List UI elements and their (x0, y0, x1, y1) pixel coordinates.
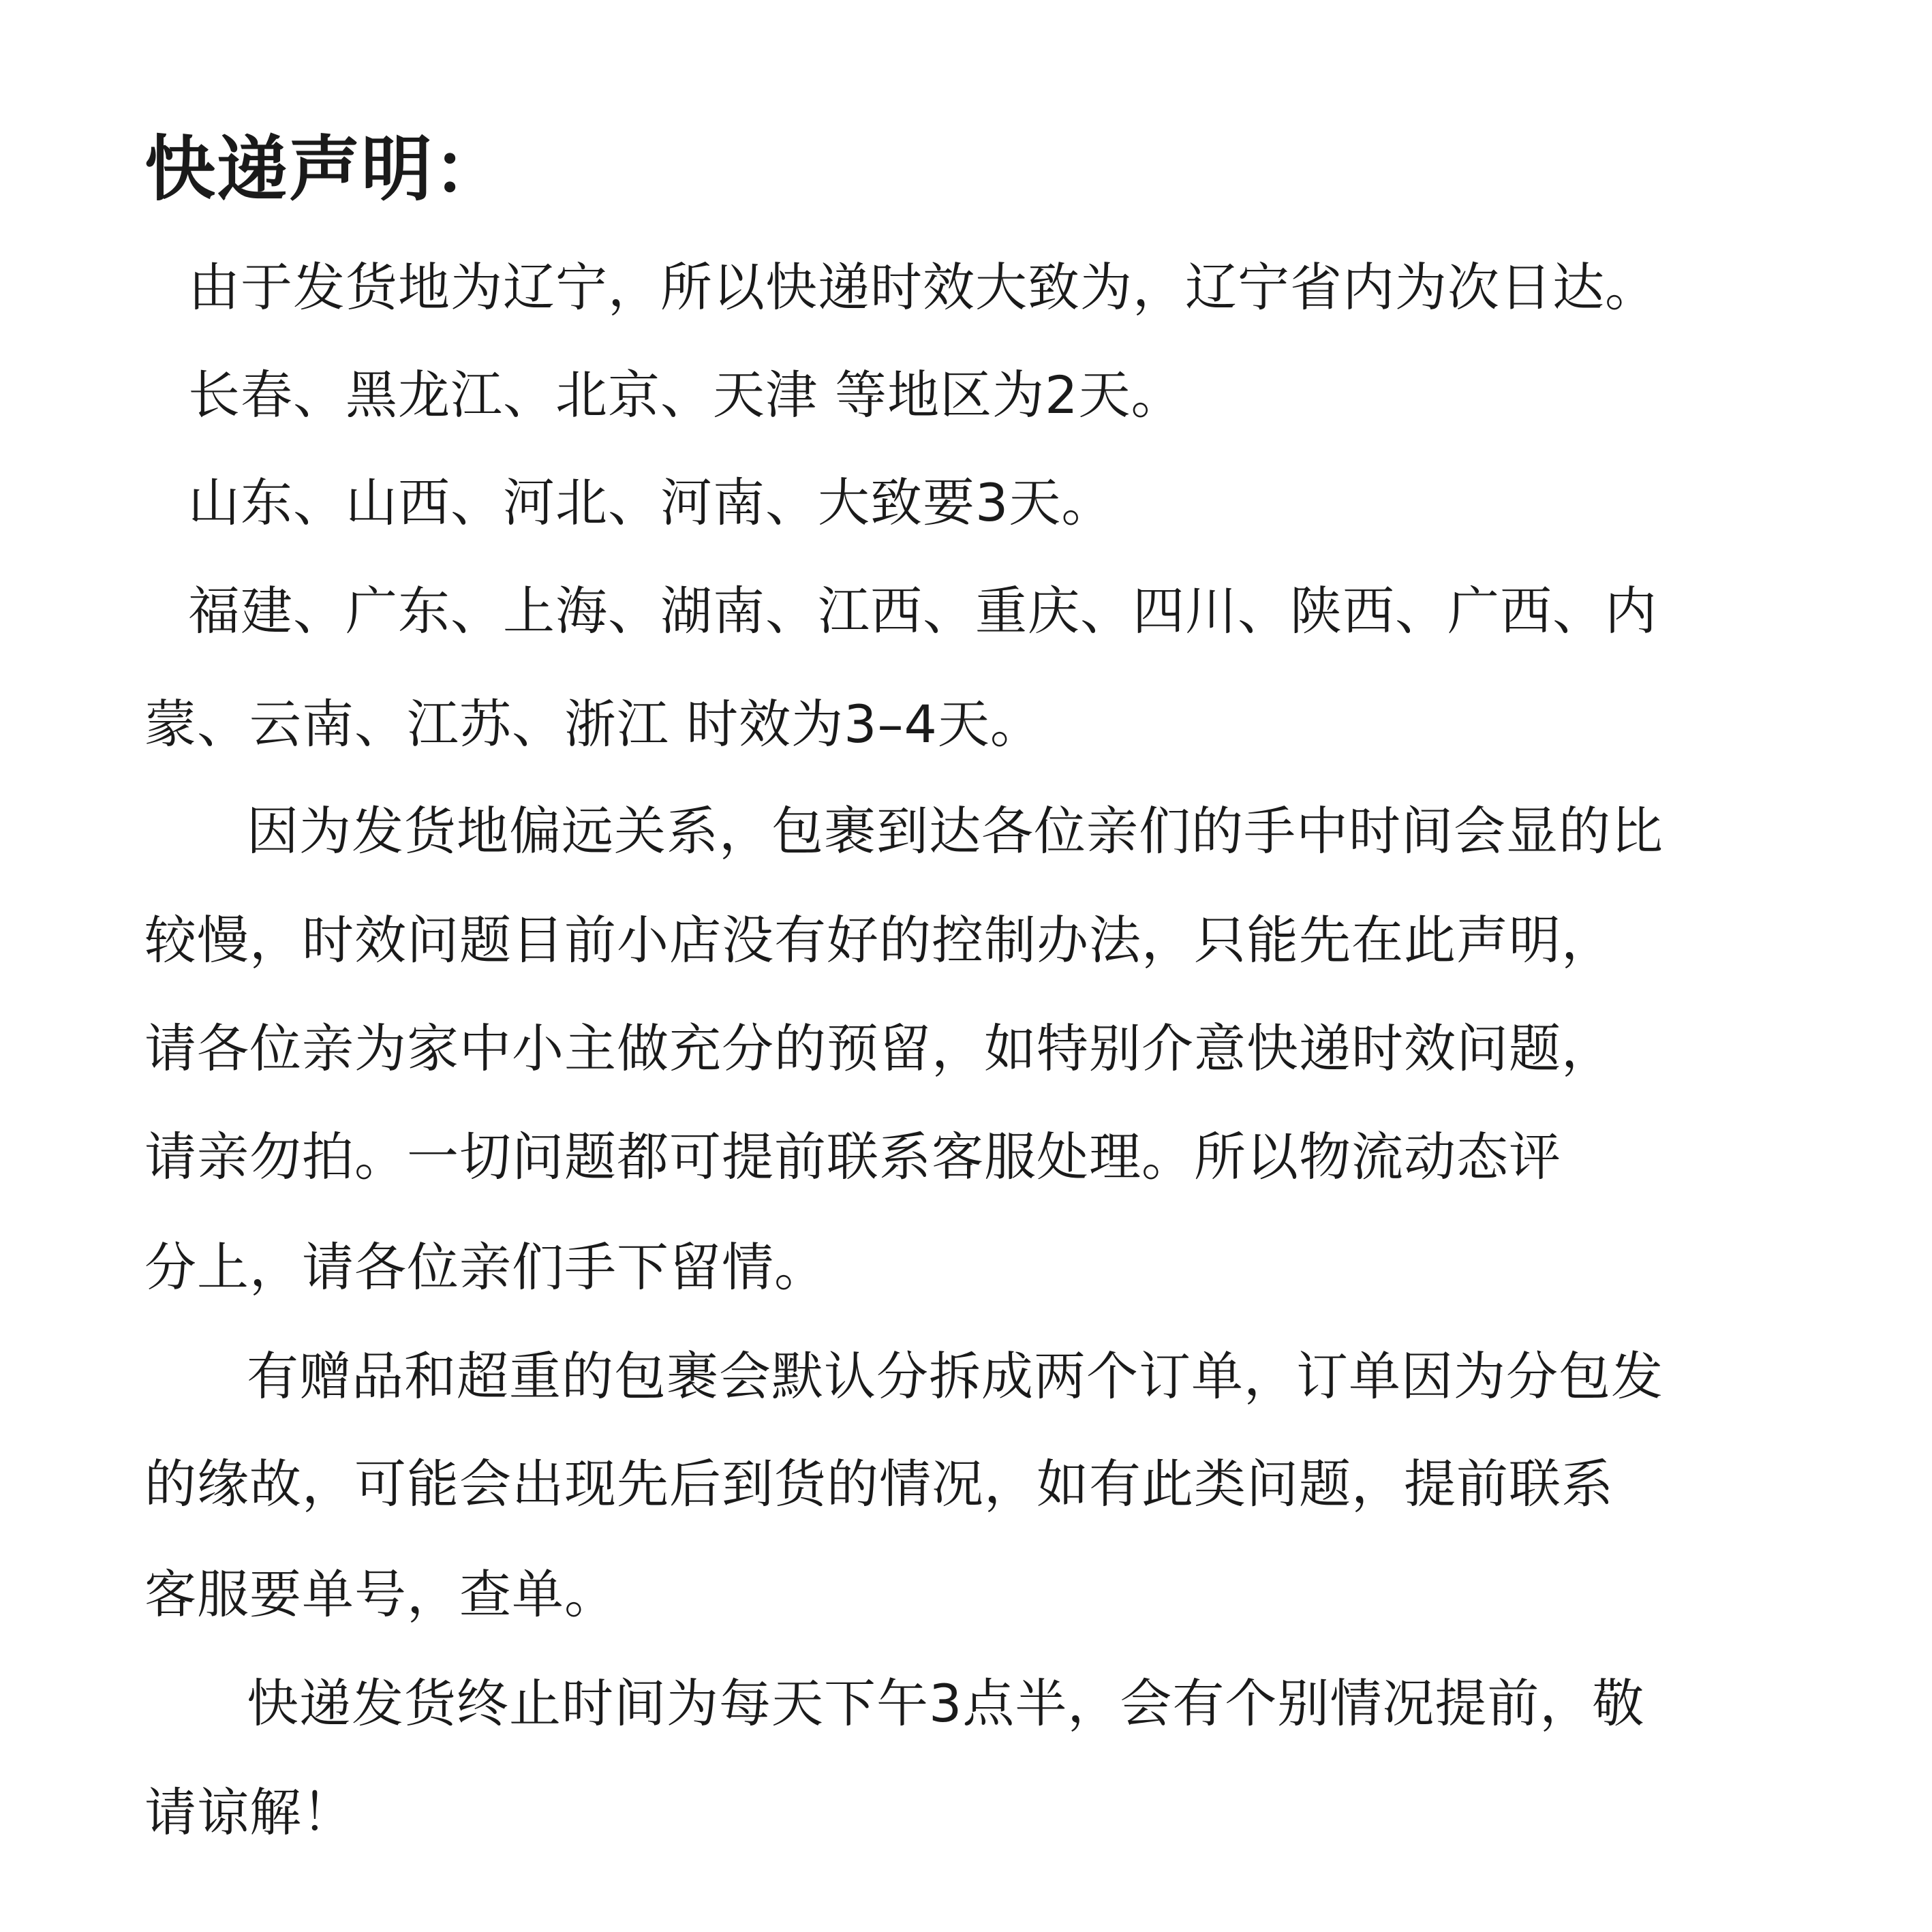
paragraph-remote-line-2: 较慢，时效问题目前小店没有好的控制办法，只能先在此声明， (144, 910, 1614, 970)
delivery-line-three-four-days-cont: 蒙、云南、江苏、浙江 时效为3–4天。 (144, 694, 1043, 754)
delivery-line-two-days: 长春、黑龙江、北京、天津 等地区为2天。 (188, 365, 1184, 425)
paragraph-split-order-line-1: 有赠品和超重的包裹会默认分拆成两个订单，订单因为分包发 (247, 1346, 1663, 1407)
paragraph-split-order-line-3: 客服要单号，查单。 (144, 1564, 617, 1625)
paragraph-cutoff-line-2: 请谅解！ (144, 1782, 354, 1843)
delivery-line-liaoning: 由于发货地为辽宁，所以快递时效大致为，辽宁省内为次日达。 (188, 257, 1657, 318)
delivery-line-three-four-days: 福建、广东、上海、湖南、江西、重庆、四川、陕西、广西、内 (188, 581, 1657, 641)
notice-title: 快递声明： (144, 127, 506, 211)
paragraph-remote-line-3: 请各位亲为家中小主做充分的预留，如特别介意快递时效问题， (144, 1018, 1614, 1079)
paragraph-remote-line-5: 分上，请各位亲们手下留情。 (144, 1237, 827, 1298)
paragraph-remote-line-4: 请亲勿拍。一切问题都可提前联系客服处理。所以物流动态评 (144, 1126, 1561, 1187)
delivery-line-three-days: 山东、山西、河北、河南、大致要3天。 (188, 472, 1114, 533)
paragraph-cutoff-line-1: 快递发货终止时间为每天下午3点半，会有个别情况提前，敬 (247, 1673, 1645, 1734)
paragraph-split-order-line-2: 的缘故，可能会出现先后到货的情况，如有此类问题，提前联系 (144, 1454, 1614, 1514)
paragraph-remote-line-1: 因为发货地偏远关系，包裹到达各位亲们的手中时间会显的比 (247, 801, 1663, 861)
